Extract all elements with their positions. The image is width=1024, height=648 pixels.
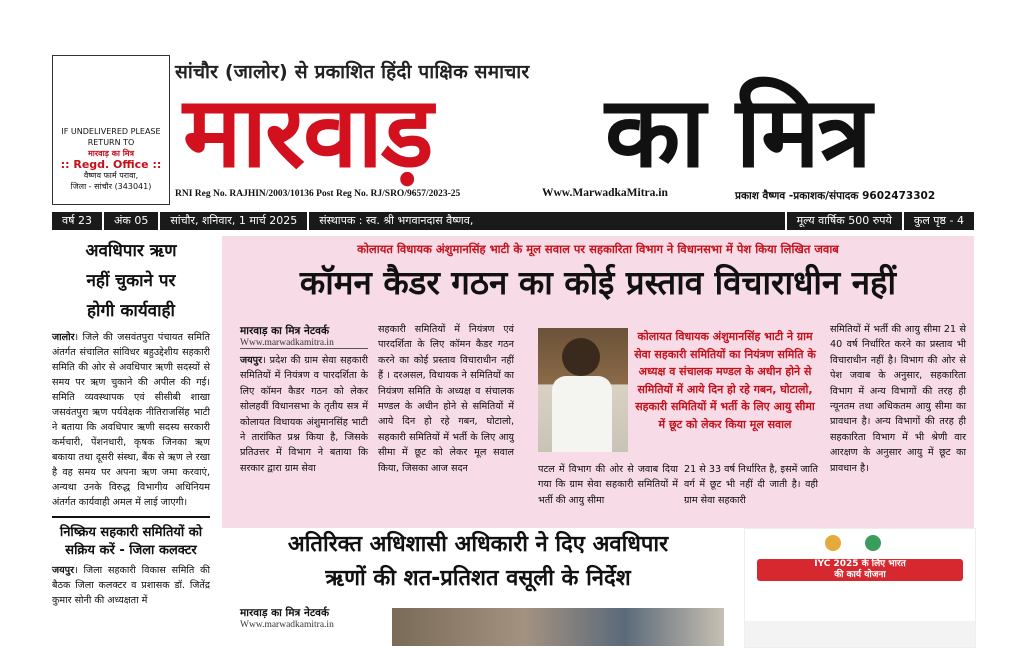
address-line: IF UNDELIVERED PLEASE: [61, 127, 161, 136]
address-line: वैष्णव फार्म परावा,: [83, 171, 139, 180]
dateline: जयपुर: [52, 565, 75, 576]
iyc-logo: [865, 535, 881, 551]
byline-website: Www.marwadkamitra.in: [240, 338, 368, 349]
address-line: मारवाड़ का मित्र: [88, 149, 134, 158]
left-story2-headline: निष्क्रिय सहकारी समितियों को सक्रिय करें - जिला कलक्टर: [59, 525, 203, 558]
photo-head: [562, 338, 600, 376]
website-link[interactable]: Www.MarwadkaMitra.in: [542, 187, 668, 199]
dateline: जयपुर: [240, 355, 263, 366]
registration-line: RNI Reg No. RAJHIN/2003/10136 Post Reg No. RJ/SRO/9657/2023-25: [175, 189, 461, 199]
dateline: जालोर: [52, 332, 75, 343]
masthead-title-red: मारवाड़: [183, 76, 432, 190]
left-story-headline: नहीं चुकाने पर: [86, 271, 176, 291]
byline-website: Www.marwadkamitra.in: [240, 620, 334, 630]
emblem-logo: [825, 535, 841, 551]
regd-office-label: :: Regd. Office ::: [60, 158, 162, 171]
ad-banner: IYC 2025 के लिए भारत की कार्य योजना: [757, 559, 963, 581]
column-divider: [52, 516, 210, 518]
left-story-headline: अवधिपार ऋण: [85, 241, 177, 261]
byline: मारवाड़ का मित्र नेटवर्क: [240, 607, 330, 619]
issue-year: वर्ष 23: [52, 212, 104, 230]
issue-info-bar: [52, 212, 974, 230]
meeting-photo: [392, 608, 724, 646]
masthead-tagline: सांचौर (जालोर) से प्रकाशित हिंदी पाक्षिक समाचार: [175, 61, 530, 83]
issue-date: सांचौर, शनिवार, 1 मार्च 2025: [160, 212, 309, 230]
price-line: मूल्य वार्षिक 500 रुपये: [787, 212, 904, 230]
main-story: [222, 236, 974, 528]
second-story-byline: [240, 606, 334, 630]
founder-line: संस्थापक : स्व. श्री भगवानदास वैष्णव,: [309, 212, 786, 230]
masthead-title-black: का मित्र: [605, 76, 870, 190]
main-story-column-3: पटल में विभाग की ओर से जवाब दिया गया कि ग्राम सेवा सहकारी समितियों में भर्ती की आयु सीमा: [538, 464, 678, 506]
byline: मारवाड़ का मित्र नेटवर्क: [240, 325, 330, 337]
page-count: कुल पृष्ठ - 4: [913, 214, 964, 227]
main-story-headline: कॉमन कैडर गठन का कोई प्रस्ताव विचाराधीन नहीं: [299, 263, 897, 302]
left-story-headline: होगी कार्यवाही: [87, 301, 175, 321]
main-story-kicker: कोलायत विधायक अंशुमानसिंह भाटी के मूल सवाल पर सहकारिता विभाग ने विधानसभा में पेश किया लिखित जवाब: [357, 242, 839, 256]
main-story-column-1: मारवाड़ का मित्र नेटवर्क Www.marwadkamitra.in जयपुर। प्रदेश की ग्राम सेवा सहकारी समितियों में नियंत्रण व पारदर्शिता के लिए कॉमन कैडर गठन को लेकर सोलहवीं विधानसभा के तृतीय सत्र में कोलायत विधायक अंशुमानसिंह भाटी ने तारांकित प्रश्न किया है, जिसके प्रतिउत्तर में विभाग ने बताया कि सरकार द्वारा ग्राम सेवा: [240, 325, 368, 474]
iyc-advertisement[interactable]: [744, 528, 976, 648]
left-story-body: जालोर। जिले की जसवंतपुरा पंचायत समिति अंतर्गत संचालित सांविधर बहुउद्देशीय सहकारी समिति की ओर से अवधिपार ऋणी सदस्यों से समय पर ऋण चुकाने की अपील की गई। समिति व्यवस्थापक एवं सीसीबी शाखा जसवंतपुरा ऋण पर्यवेक्षक नीतिराजसिंह भाटी ने बताया कि अवधिपार ऋणी सदस्य सरकारी कर्मचारी, पेंशनधारी, कृषक जिनका ऋण बकाया तथा दूसरी संस्था, बैंक से ऋण ले रखा है वह समय पर अपना ऋण जमा करवाएं, अन्यथा उनके विरुद्ध विभागीय अधिनियम अंतर्गत कार्यवाही अमल में लाई जाएगी।: [52, 332, 210, 508]
address-line: RETURN TO: [87, 138, 135, 147]
photo-body: [552, 376, 612, 452]
second-story-headline: अतिरिक्त अधिशासी अधिकारी ने दिए अवधिपार ऋणों की शत-प्रतिशत वसूली के निर्देश: [287, 532, 669, 591]
main-story-column-5: समितियों में भर्ती की आयु सीमा 21 से 40 वर्ष निर्धारित करने का प्रस्ताव भी विचाराधीन नहीं है। विभाग की ओर से पेश जवाब के अनुसार, सहकारिता विभाग में अन्य विभागों की तरह ही न्यूनतम तथा अधिकतम आयु सीमा का प्रावधान है। अन्य विभागों की तरह ही सहकारिता विभाग में भी श्रेणी वार आरक्षण के अनुसार आयु में छूट का प्रावधान है।: [830, 324, 966, 474]
ad-footer-strip: [745, 621, 975, 647]
return-address-box: [52, 55, 170, 205]
main-story-column-4: 21 से 33 वर्ष निर्धारित है, इसमें जाति वर्ग में छूट भी नहीं दी जाती है। वही ग्राम सेवा सहकारी: [684, 464, 818, 506]
left-column: [52, 236, 210, 608]
pull-quote: कोलायत विधायक अंशुमानसिंह भाटी ने ग्राम सेवा सहकारी समितियों का नियंत्रण समिति के अध्यक्ष व संचालक मण्डल के अधीन होने से समितियों में आये दिन हो रहे गबन, घोटालो, सहकारी समितियों में भर्ती के लिए आयु सीमा में छूट को लेकर किया मूल सवाल: [634, 330, 816, 431]
main-story-column-2: सहकारी समितियों में नियंत्रण एवं पारदर्शिता के लिए कॉमन कैडर गठन करने का कोई प्रस्ताव विचाराधीन नहीं हैं । दरअसल, विधायक ने समितियों का नियंत्रण समिति के अध्यक्ष व संचालक मण्डल के अधीन होने से समितियों में आये दिन हो रहे गबन, घोटालो, सहकारी समितियों में भर्ती के लिए आयु सीमा में छूट को लेकर मूल सवाल किया, जिसका आज सदन: [378, 324, 514, 474]
issue-number: अंक 05: [104, 212, 160, 230]
address-line: जिला - सांचौर (343041): [70, 182, 152, 191]
left-story2-body: जयपुर। जिला सहकारी विकास समिति की बैठक जिला कलक्टर व प्रशासक डॉ. जितेंद्र कुमार सोनी की अध्यक्षता में: [52, 565, 210, 606]
publisher-line: प्रकाश वैष्णव -प्रकाशक/संपादक 9602473302: [735, 190, 936, 202]
